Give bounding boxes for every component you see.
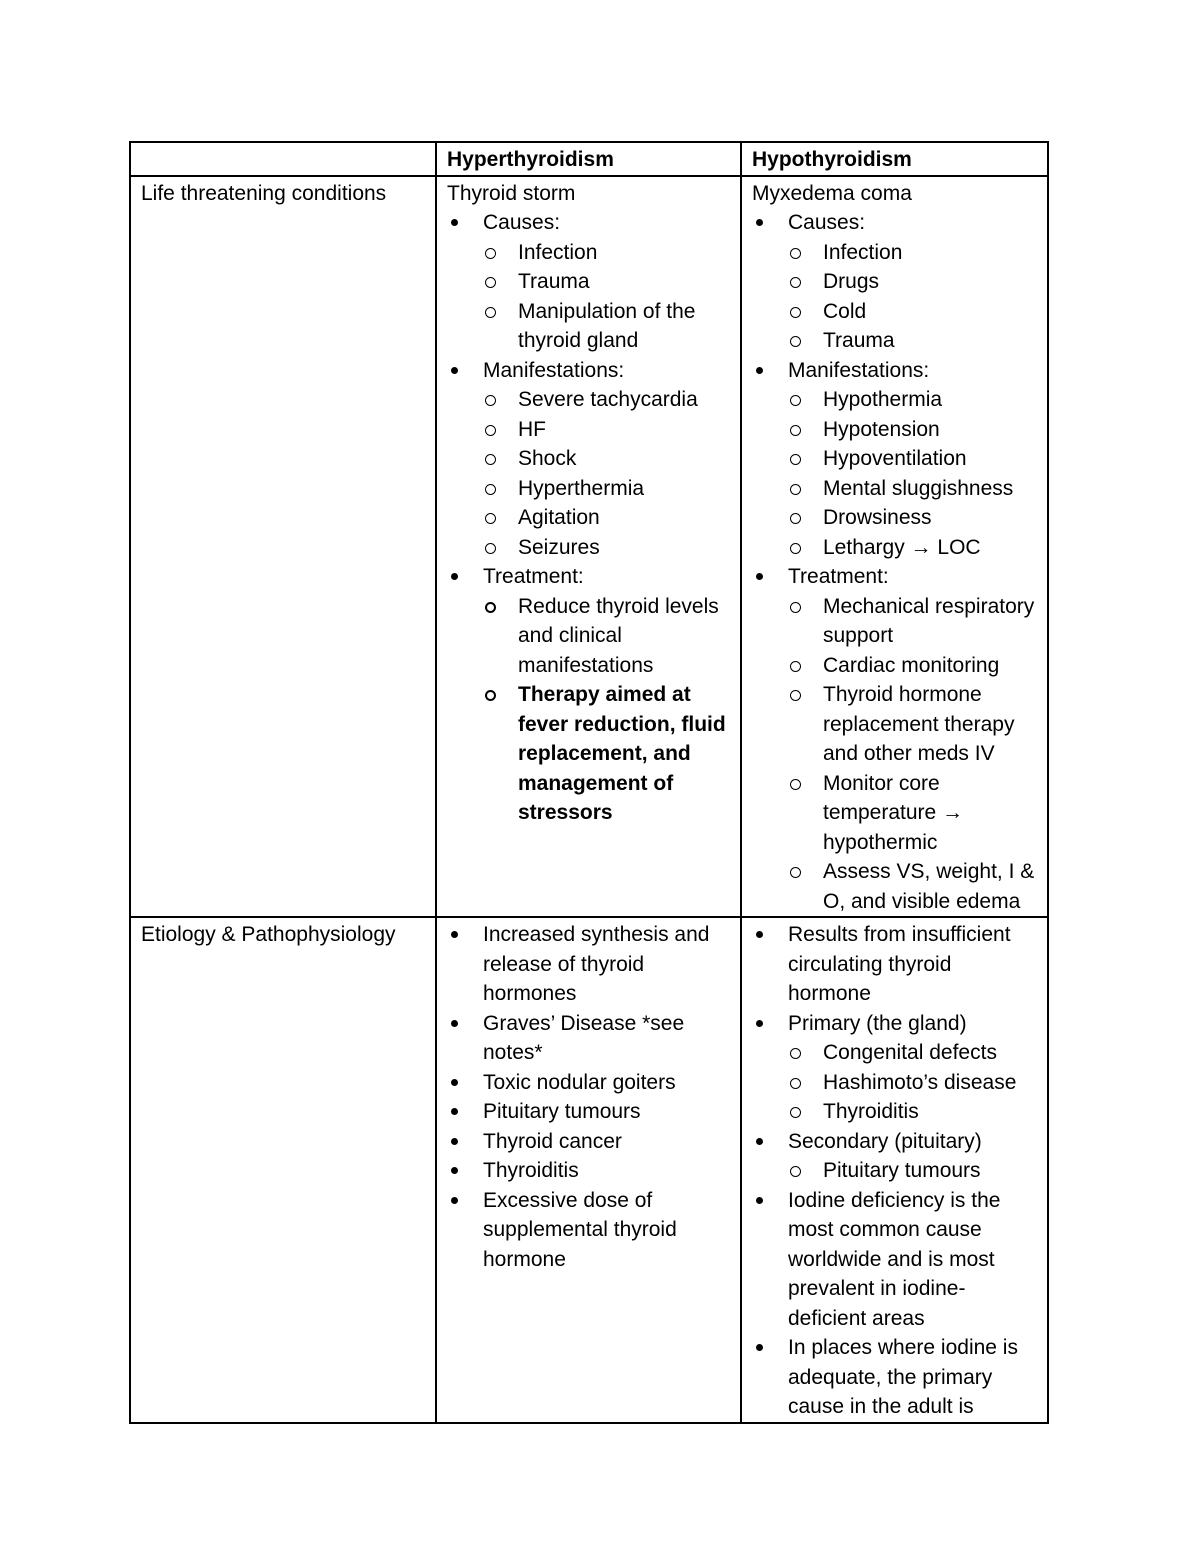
sub-list-item: Seizures (483, 533, 730, 563)
list-item-label: Treatment: (483, 565, 584, 588)
list-item (447, 208, 730, 356)
header-hyperthyroidism: Hyperthyroidism (436, 142, 741, 176)
list-item: Increased synthesis and release of thyroid hormones (447, 920, 730, 1009)
sub-list (483, 385, 730, 562)
bullet-list (752, 920, 1037, 1422)
sub-list (788, 1038, 1037, 1127)
list-item: Thyroid cancer (447, 1127, 730, 1157)
list-item: Pituitary tumours (447, 1097, 730, 1127)
sub-list-item: Drugs (788, 267, 1037, 297)
sub-list-item: Hashimoto’s disease (788, 1068, 1037, 1098)
sub-list (483, 592, 730, 828)
list-item (752, 356, 1037, 563)
sub-list-item: Shock (483, 444, 730, 474)
sub-list-item: Infection (483, 238, 730, 268)
sub-list-item: Pituitary tumours (788, 1156, 1037, 1186)
sub-list-item: Manipulation of the thyroid gland (483, 297, 730, 356)
sub-list (788, 592, 1037, 917)
cell-title: Myxedema coma (752, 181, 912, 205)
list-item: Thyroiditis (447, 1156, 730, 1186)
cell-hyper-etiology (436, 917, 741, 1423)
sub-list (483, 238, 730, 356)
sub-list-item: Cardiac monitoring (788, 651, 1037, 681)
list-item-label: Manifestations: (483, 358, 625, 382)
sub-list-item: Lethargy → LOC (788, 533, 1037, 563)
row-label-etiology: Etiology & Pathophysiology (130, 917, 436, 1423)
list-item (752, 208, 1037, 356)
list-item (447, 356, 730, 563)
row-etiology (130, 917, 1048, 1423)
sub-list-item-bold: Therapy aimed at fever reduction, fluid replacement, and management of stressors (483, 680, 730, 828)
sub-list-item: Reduce thyroid levels and clinical manifestations (483, 592, 730, 681)
sub-list-item: Cold (788, 297, 1037, 327)
list-item-label: Treatment: (788, 565, 889, 588)
sub-list (788, 385, 1037, 562)
sub-list-item: Agitation (483, 503, 730, 533)
list-item (752, 562, 1037, 916)
cell-title: Thyroid storm (447, 181, 576, 205)
header-row (130, 142, 1048, 176)
list-item-label: Causes: (483, 211, 561, 234)
sub-list-item: Severe tachycardia (483, 385, 730, 415)
cell-hypo-life-threatening (741, 176, 1048, 918)
header-hypothyroidism: Hypothyroidism (741, 142, 1048, 176)
list-item-label: Primary (the gland) (788, 1011, 967, 1035)
list-item (752, 1127, 1037, 1186)
sub-list-item: Thyroiditis (788, 1097, 1037, 1127)
list-item-label: Causes: (788, 211, 866, 234)
list-item (752, 1009, 1037, 1127)
sub-list-item: Hypotension (788, 415, 1037, 445)
list-item: Graves’ Disease *see notes* (447, 1009, 730, 1068)
list-item-label: Manifestations: (788, 358, 930, 382)
list-item: In places where iodine is adequate, the primary cause in the adult is (752, 1333, 1037, 1422)
sub-list-item: Mental sluggishness (788, 474, 1037, 504)
sub-list-item: Thyroid hormone replacement therapy and other meds IV (788, 680, 1037, 769)
row-life-threatening (130, 176, 1048, 918)
header-empty-cell (130, 142, 436, 176)
row-label-life-threatening: Life threatening conditions (130, 176, 436, 918)
sub-list-item: Hypothermia (788, 385, 1037, 415)
sub-list-item: Assess VS, weight, I & O, and visible edema (788, 857, 1037, 916)
sub-list-item: Hypoventilation (788, 444, 1037, 474)
cell-hypo-etiology (741, 917, 1048, 1423)
sub-list-item: Congenital defects (788, 1038, 1037, 1068)
list-item-label: Secondary (pituitary) (788, 1129, 982, 1153)
sub-list-item: Trauma (483, 267, 730, 297)
sub-list-item: Drowsiness (788, 503, 1037, 533)
sub-list-item: Hyperthermia (483, 474, 730, 504)
bullet-list (447, 920, 730, 1274)
sub-list-item: HF (483, 415, 730, 445)
thyroid-comparison-table (129, 141, 1049, 1424)
sub-list (788, 1156, 1037, 1186)
sub-list (788, 238, 1037, 356)
list-item: Results from insufficient circulating thyroid hormone (752, 920, 1037, 1009)
list-item: Iodine deficiency is the most common cause worldwide and is most prevalent in iodine-deficient areas (752, 1186, 1037, 1334)
sub-list-item: Trauma (788, 326, 1037, 356)
cell-hyper-life-threatening (436, 176, 741, 918)
sub-list-item: Mechanical respiratory support (788, 592, 1037, 651)
bullet-list (447, 208, 730, 828)
sub-list-item: Infection (788, 238, 1037, 268)
bullet-list (752, 208, 1037, 916)
sub-list-item: Monitor core temperature → hypothermic (788, 769, 1037, 858)
list-item (447, 562, 730, 828)
list-item: Excessive dose of supplemental thyroid hormone (447, 1186, 730, 1275)
list-item: Toxic nodular goiters (447, 1068, 730, 1098)
